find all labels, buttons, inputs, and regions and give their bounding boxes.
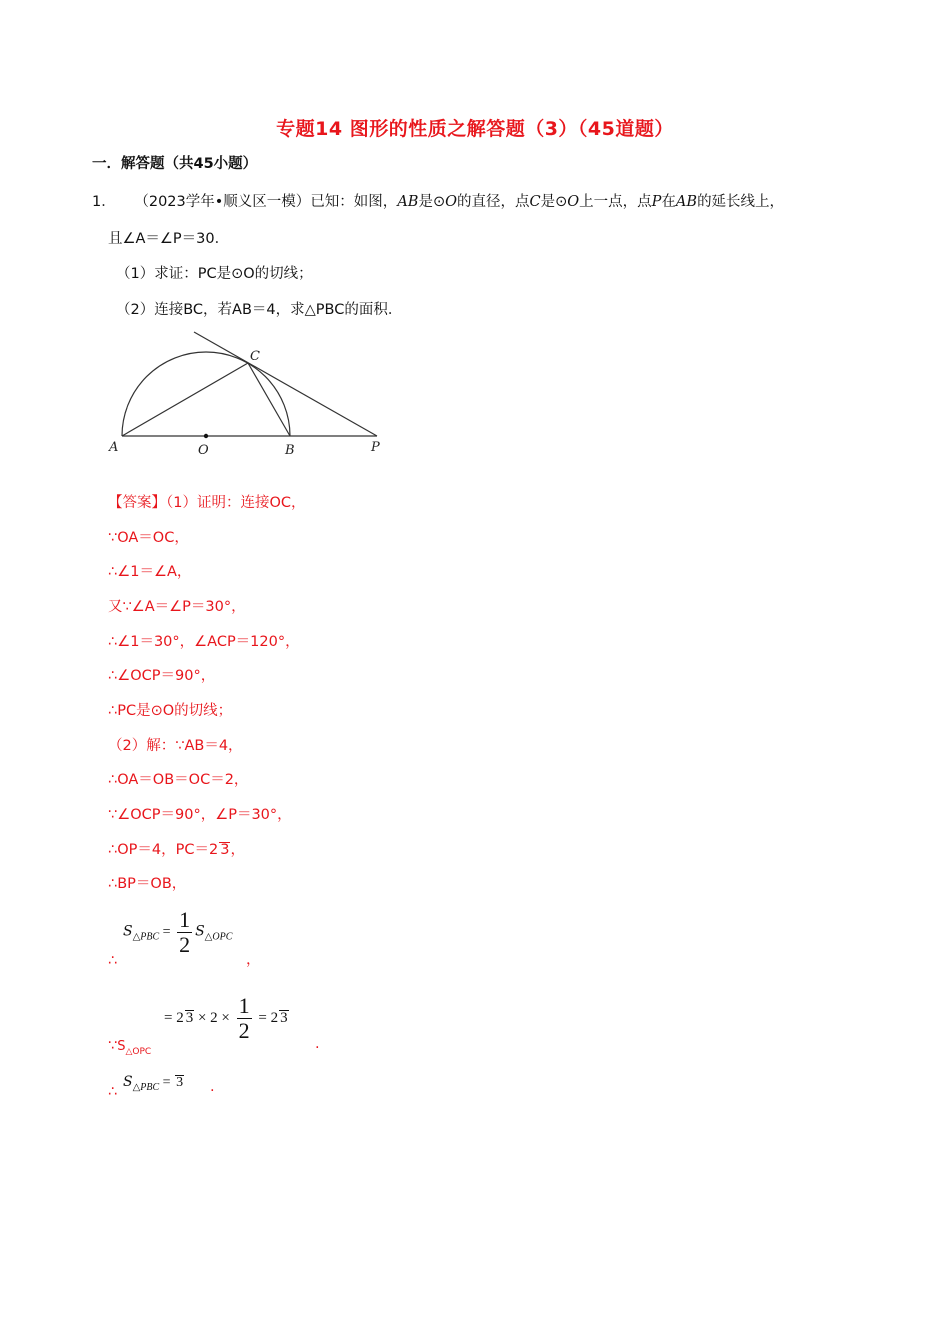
sqrt-3: 3	[280, 1009, 288, 1026]
math-eq: =	[159, 1075, 175, 1090]
label-p: P	[371, 440, 380, 455]
answer-line-3: ∴∠1＝∠A，	[108, 564, 192, 580]
answer-line-11	[108, 838, 245, 859]
stem-var: C	[529, 194, 541, 210]
semicircle	[122, 352, 290, 436]
math-sub: △PBC	[132, 931, 160, 943]
formula-pbc-final	[123, 1074, 184, 1093]
label-c: C	[250, 349, 260, 364]
problem-number: 1．	[92, 194, 116, 210]
answer-line-5: ∴∠1＝30°，∠ACP＝120°，	[108, 634, 300, 650]
fraction-half	[177, 908, 192, 957]
answer-line-12: ∴BP＝OB，	[108, 876, 187, 892]
math-text: × 2 ×	[194, 1009, 234, 1026]
fraction-half	[237, 994, 252, 1043]
stem-var: AB	[675, 194, 698, 210]
chord-ac	[122, 363, 248, 436]
answer-line-8: （2）解：∵AB＝4，	[108, 738, 243, 754]
answer-line-4: 又∵∠A＝∠P＝30°，	[108, 599, 246, 615]
stem-var: O	[567, 194, 580, 210]
stem-var: AB	[397, 194, 419, 210]
question-1: （1）求证：PC是⊙O的切线；	[116, 266, 313, 282]
formula-area-ratio	[123, 908, 232, 957]
label-a: A	[109, 440, 119, 455]
because-symbol: ∵	[108, 1038, 118, 1054]
answer-line-6: ∴∠OCP＝90°，	[108, 668, 216, 684]
math-var: S	[195, 923, 205, 940]
stem-text: 的直径，点	[457, 194, 530, 210]
problem-source: （2023学年•顺义区一模）	[134, 194, 311, 210]
answer-text: ∴OP＝4，PC＝2	[108, 842, 219, 858]
math-sub: △OPC	[204, 931, 233, 943]
fraction-num: 1	[238, 993, 250, 1018]
label-o: O	[198, 443, 209, 458]
stem-var: P	[651, 194, 662, 210]
formula-opc-area	[164, 994, 289, 1043]
answer-period-2: .	[210, 1079, 215, 1095]
answer-line-10: ∵∠OCP＝90°，∠P＝30°，	[108, 807, 292, 823]
tangent-pc	[194, 332, 377, 436]
problem-stem	[92, 190, 784, 211]
answer-text: （1）证明：连接OC，	[166, 495, 306, 511]
question-2: （2）连接BC，若AB＝4，求△PBC的面积．	[116, 302, 403, 318]
stem-text: 在	[661, 194, 676, 210]
math-var: S	[117, 1039, 126, 1054]
answer-comma: ，	[246, 952, 261, 968]
fraction-den: 2	[179, 932, 191, 957]
math-var: S	[123, 923, 133, 940]
answer-therefore-1: ∴	[108, 953, 118, 969]
math-sub: △PBC	[132, 1081, 160, 1093]
stem-text: 的延长线上，	[697, 194, 785, 210]
label-b: B	[285, 443, 295, 458]
answer-because-opc	[108, 1038, 151, 1057]
center-point-o	[204, 434, 208, 438]
answer-period: .	[315, 1036, 320, 1052]
geometry-figure	[104, 325, 394, 460]
problem-condition: 且∠A＝∠P＝30．	[108, 231, 230, 247]
fraction-den: 2	[238, 1018, 250, 1043]
answer-therefore-2: ∴	[108, 1084, 118, 1100]
answer-line-9: ∴OA＝OB＝OC＝2，	[108, 772, 249, 788]
math-sub: △OPC	[125, 1046, 152, 1057]
stem-text: 是⊙	[540, 194, 568, 210]
math-var: S	[123, 1074, 133, 1090]
sqrt-3: 3	[185, 1009, 194, 1026]
sqrt-3: 3	[220, 842, 230, 858]
section-heading: 一．解答题（共45小题）	[92, 156, 258, 172]
stem-text: 是⊙	[418, 194, 446, 210]
page-title: 专题14 图形的性质之解答题（3）（45道题）	[276, 118, 674, 140]
answer-line-7: ∴PC是⊙O的切线；	[108, 703, 233, 719]
answer-line-1	[108, 491, 306, 512]
fraction-num: 1	[179, 907, 191, 932]
answer-text: ，	[230, 842, 245, 858]
stem-text: 已知：如图，	[310, 194, 398, 210]
sqrt-3: 3	[176, 1075, 184, 1090]
stem-text: 上一点，点	[579, 194, 652, 210]
math-text: = 2	[164, 1009, 184, 1026]
answer-tag: 【答案】	[108, 495, 166, 511]
math-text: = 2	[254, 1009, 279, 1026]
answer-line-2: ∵OA＝OC，	[108, 530, 189, 546]
math-eq: =	[162, 924, 171, 940]
stem-var: O	[445, 194, 457, 210]
